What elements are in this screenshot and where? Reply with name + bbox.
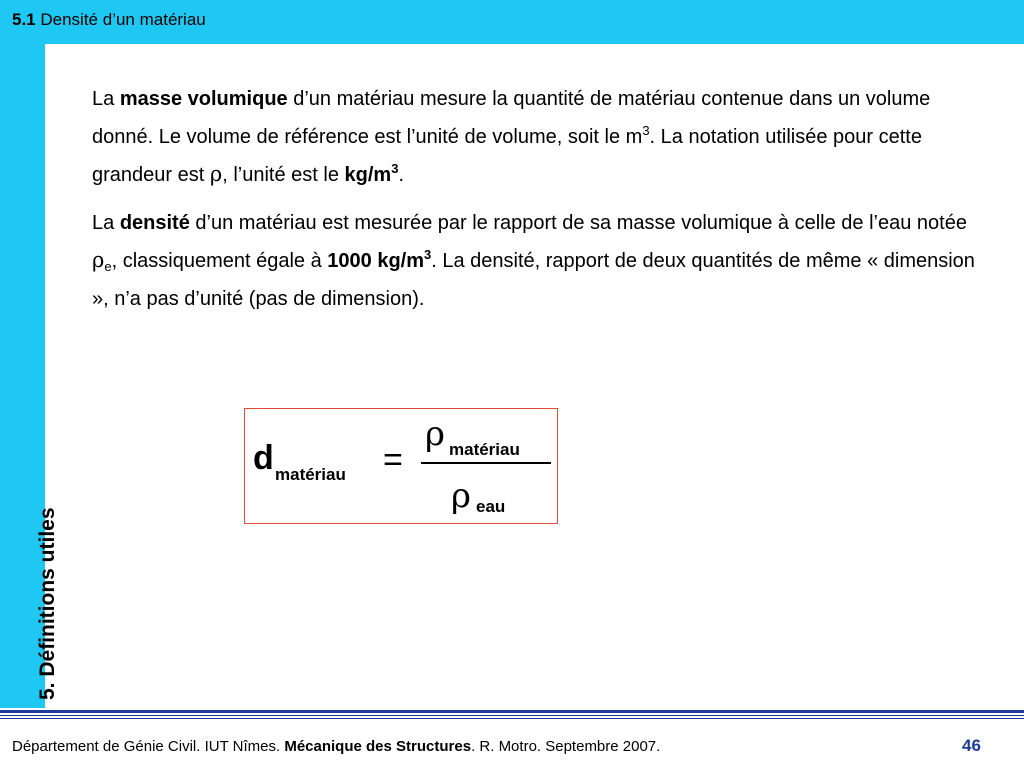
text-run: , l’unité est le xyxy=(222,164,345,186)
superscript: 3 xyxy=(391,161,399,176)
text-run: La xyxy=(92,212,120,234)
superscript: 3 xyxy=(424,247,432,262)
text-run: La xyxy=(92,88,120,110)
formula-denominator-subscript: eau xyxy=(476,497,506,516)
paragraph-densite xyxy=(92,207,992,315)
footer-rule xyxy=(0,718,1024,719)
formula-equals: = xyxy=(383,441,403,479)
section-number: 5.1 xyxy=(12,10,36,29)
section-title-text: Densité d’un matériau xyxy=(40,10,206,29)
text-run: Département de Génie Civil. IUT Nîmes. xyxy=(12,738,285,755)
formula-lhs: d xyxy=(253,439,274,477)
water-density-value: 1000 kg/m xyxy=(327,250,425,272)
density-formula xyxy=(244,408,558,524)
text-run: . xyxy=(398,164,404,186)
text-run: d’un matériau est mesurée par le rapport de sa masse volumique à celle de l’eau notée xyxy=(189,212,967,234)
unit-kg-m3: kg/m xyxy=(344,164,392,186)
formula-denominator-symbol: ρ xyxy=(451,476,471,516)
subscript: e xyxy=(104,259,112,274)
text-run: . R. Motro. Septembre 2007. xyxy=(471,738,661,755)
text-run: . La densité, rapport de deux quantités de même « dimension », n’a pas d’unité (pas de dimension). xyxy=(92,250,975,310)
term-densite: densité xyxy=(119,212,190,234)
text-run: , classiquement égale à xyxy=(111,250,328,272)
section-title xyxy=(12,10,206,30)
fraction-bar xyxy=(421,462,551,464)
term-masse-volumique: masse volumique xyxy=(119,88,288,110)
page-number: 46 xyxy=(962,736,981,755)
rho-symbol: ρ xyxy=(92,248,105,272)
footer-rule xyxy=(0,710,1024,713)
superscript: 3 xyxy=(642,123,650,138)
text-run: . La notation utilisée pour cette grandeur est xyxy=(92,126,922,186)
formula-numerator-symbol: ρ xyxy=(425,414,445,454)
formula-lhs-subscript: matériau xyxy=(275,465,346,484)
rho-symbol: ρ xyxy=(209,162,223,186)
paragraph-masse-volumique xyxy=(92,83,992,191)
text-run: d’un matériau mesure la quantité de matériau contenue dans un volume donné. Le volume de référence est l’unité de volume, soit le m xyxy=(92,88,931,148)
formula-numerator-subscript: matériau xyxy=(449,440,520,459)
sidebar-title: 5. Définitions utiles xyxy=(36,507,59,700)
footer-credits xyxy=(12,738,660,755)
footer-rule xyxy=(0,715,1024,716)
course-title: Mécanique des Structures xyxy=(284,738,472,755)
